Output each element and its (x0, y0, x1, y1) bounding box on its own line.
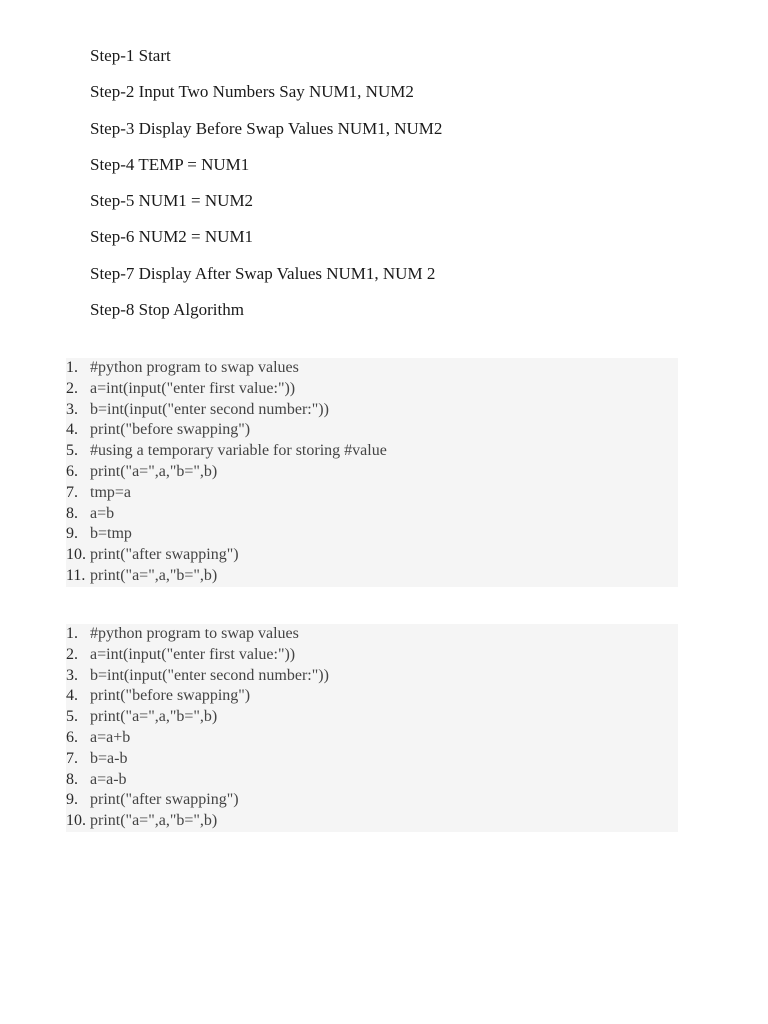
code-text: a=b (90, 504, 115, 522)
line-number: 10. (66, 546, 86, 564)
line-number: 1. (66, 625, 78, 642)
code-text: print("after swapping") (90, 546, 239, 564)
code-line (66, 686, 678, 707)
code-line (66, 749, 678, 770)
code-text: tmp=a (90, 483, 132, 501)
code-text: a=int(input("enter first value:")) (90, 645, 296, 663)
code-line (66, 645, 678, 666)
code-line (66, 770, 678, 791)
code-text: print("a=",a,"b=",b) (90, 708, 218, 726)
code-line (66, 624, 678, 645)
code-text: b=int(input("enter second number:")) (90, 400, 329, 418)
code-text: b=tmp (90, 525, 132, 543)
code-text: print("a=",a,"b=",b) (90, 566, 218, 584)
line-number: 6. (66, 728, 78, 746)
code-line (66, 728, 678, 749)
code-block-arithmetic (66, 624, 678, 832)
step-item: Step-8 Stop Algorithm (90, 300, 244, 320)
code-text: #python program to swap values (90, 359, 299, 376)
code-lines (66, 358, 678, 587)
code-text: print("a=",a,"b=",b) (90, 812, 218, 830)
code-line (66, 379, 678, 400)
step-item: Step-7 Display After Swap Values NUM1, NUM 2 (90, 263, 436, 283)
code-text: #using a temporary variable for storing #value (90, 442, 387, 460)
step-item: Step-1 Start (90, 46, 171, 65)
line-number: 10. (66, 812, 86, 830)
line-number: 1. (66, 359, 78, 376)
code-line (66, 483, 678, 504)
code-text: #python program to swap values (90, 625, 299, 642)
line-number: 2. (66, 379, 78, 397)
code-text: a=int(input("enter first value:")) (90, 379, 296, 397)
code-text: print("a=",a,"b=",b) (90, 462, 218, 480)
step-item: Step-5 NUM1 = NUM2 (90, 191, 254, 211)
code-text: a=a-b (90, 770, 127, 788)
code-text: b=a-b (90, 749, 128, 767)
code-line (66, 545, 678, 566)
line-number: 5. (66, 442, 78, 460)
step-item: Step-2 Input Two Numbers Say NUM1, NUM2 (90, 82, 414, 102)
line-number: 6. (66, 462, 78, 480)
line-number: 7. (66, 483, 78, 501)
line-number: 9. (66, 525, 78, 543)
code-line (66, 524, 678, 545)
code-line (66, 420, 678, 441)
code-block-temp-variable (66, 358, 678, 587)
code-line (66, 504, 678, 525)
line-number: 3. (66, 666, 78, 684)
line-number: 3. (66, 400, 78, 418)
code-text: print("before swapping") (90, 687, 251, 705)
code-line (66, 400, 678, 421)
line-number: 4. (66, 687, 78, 705)
line-number: 8. (66, 770, 78, 788)
line-number: 5. (66, 708, 78, 726)
code-line (66, 441, 678, 462)
line-number: 11. (66, 566, 86, 584)
code-text: print("before swapping") (90, 421, 251, 439)
line-number: 7. (66, 749, 78, 767)
code-line (66, 666, 678, 687)
code-lines (66, 624, 678, 832)
line-number: 2. (66, 645, 78, 663)
code-text: a=a+b (90, 728, 131, 746)
code-line (66, 707, 678, 728)
algorithm-steps (90, 44, 442, 334)
line-number: 4. (66, 421, 78, 439)
step-item: Step-4 TEMP = NUM1 (90, 154, 250, 174)
code-line (66, 566, 678, 587)
step-item: Step-6 NUM2 = NUM1 (90, 227, 254, 247)
line-number: 9. (66, 791, 78, 809)
code-line (66, 462, 678, 483)
step-item: Step-3 Display Before Swap Values NUM1, NUM2 (90, 118, 443, 138)
code-text: print("after swapping") (90, 791, 239, 809)
code-line (66, 358, 678, 379)
code-line (66, 790, 678, 811)
code-text: b=int(input("enter second number:")) (90, 666, 329, 684)
line-number: 8. (66, 504, 78, 522)
code-line (66, 811, 678, 832)
